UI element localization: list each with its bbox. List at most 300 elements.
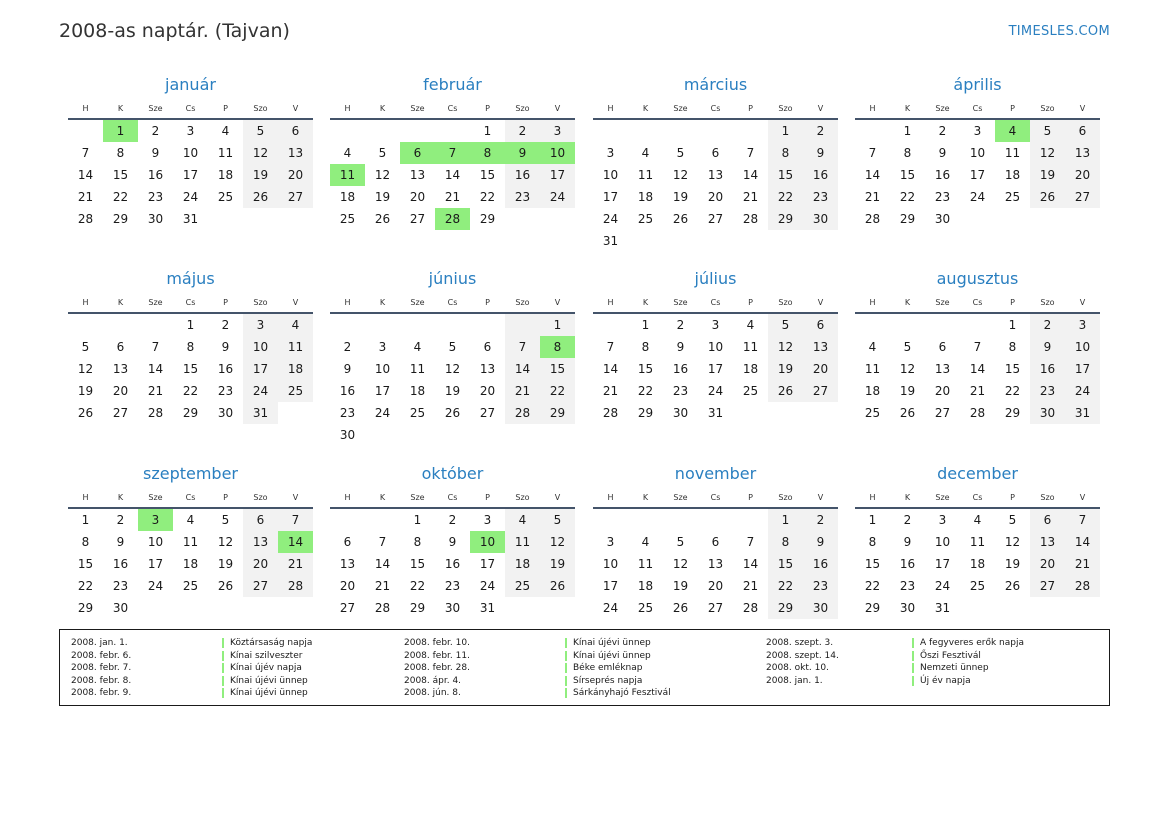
holiday-name: Őszi Fesztivál (920, 650, 981, 661)
day-cell: 9 (903, 535, 912, 549)
day-cell: 12 (672, 168, 689, 182)
weekday-label: V (292, 492, 299, 502)
month-title: április (953, 75, 1002, 94)
day-cell: 26 (1030, 186, 1065, 208)
day-cell: 24 (540, 186, 575, 208)
weekday-label: Sze (410, 297, 425, 307)
holiday-name: Új év napja (920, 675, 971, 686)
day-cell: 19 (217, 557, 234, 571)
day-cell: 20 (409, 190, 426, 204)
weekday-label: V (1079, 492, 1086, 502)
day-cell: 29 (182, 406, 199, 420)
day-cell: 29 (768, 597, 803, 619)
day-cell: 3 (938, 513, 947, 527)
weekday-label: V (1079, 103, 1086, 113)
weekday-label: K (379, 492, 386, 502)
day-cell: 24 (1065, 380, 1100, 402)
day-cell: 25 (278, 380, 313, 402)
day-cell: 30 (934, 212, 951, 226)
weekday-label: Szo (515, 103, 530, 113)
day-grid (593, 314, 838, 424)
day-cell: 24 (182, 190, 199, 204)
day-cell: 23 (803, 186, 838, 208)
day-cell: 27 (339, 601, 356, 615)
day-cell: 16 (112, 557, 129, 571)
weekday-label: Cs (185, 297, 196, 307)
day-cell: 13 (707, 168, 724, 182)
day-cell: 17 (602, 579, 619, 593)
day-cell: 5 (1030, 120, 1065, 142)
day-cell: 27 (112, 406, 129, 420)
holiday-item (60, 687, 1108, 700)
empty-cell (365, 120, 400, 142)
month-block (593, 268, 838, 424)
day-cell: 7 (278, 509, 313, 531)
weekday-label: Sze (935, 297, 950, 307)
empty-cell (505, 314, 540, 336)
holiday-item (60, 675, 1108, 688)
weekday-label: P (748, 297, 753, 307)
day-cell: 17 (1065, 358, 1100, 380)
day-cell: 19 (768, 358, 803, 380)
weekday-label: Cs (447, 492, 458, 502)
day-cell: 27 (278, 186, 313, 208)
month-title: szeptember (142, 464, 238, 483)
day-cell: 15 (1004, 362, 1021, 376)
day-cell: 28 (1065, 575, 1100, 597)
month-title: március (683, 75, 748, 94)
weekday-label: Cs (710, 492, 721, 502)
day-cell: 12 (217, 535, 234, 549)
calendar-grid (68, 74, 1102, 624)
month-title: december (937, 464, 1018, 483)
day-grid (593, 509, 838, 619)
day-cell: 30 (217, 406, 234, 420)
weekday-label: K (904, 492, 911, 502)
day-cell: 12 (1004, 535, 1021, 549)
day-cell: 1 (768, 509, 803, 531)
empty-cell (365, 509, 400, 531)
day-cell: 7 (868, 146, 877, 160)
day-cell: 26 (899, 406, 916, 420)
holiday-date: 2008. febr. 11. (404, 650, 470, 661)
day-cell: 5 (676, 146, 685, 160)
weekday-header (593, 98, 838, 120)
day-cell: 2 (803, 509, 838, 531)
day-cell: 28 (77, 212, 94, 226)
holiday-marker (912, 638, 914, 648)
day-cell: 28 (602, 406, 619, 420)
day-cell: 3 (606, 535, 615, 549)
weekday-label: V (292, 297, 299, 307)
weekday-label: Szo (253, 103, 268, 113)
empty-cell (68, 120, 103, 142)
day-cell: 8 (868, 535, 877, 549)
day-cell: 22 (540, 380, 575, 402)
day-cell: 29 (409, 601, 426, 615)
day-cell: 7 (746, 146, 755, 160)
weekday-header (855, 98, 1100, 120)
day-cell: 28 (969, 406, 986, 420)
weekday-label: Sze (673, 492, 688, 502)
day-cell: 17 (374, 384, 391, 398)
holiday-date: 2008. febr. 9. (71, 688, 132, 698)
day-cell: 17 (934, 557, 951, 571)
day-cell: 20 (934, 384, 951, 398)
day-cell: 12 (77, 362, 94, 376)
day-cell: 22 (77, 579, 94, 593)
weekday-label: K (904, 103, 911, 113)
day-cell: 20 (278, 164, 313, 186)
day-cell: 13 (934, 362, 951, 376)
day-cell: 24 (602, 212, 619, 226)
day-cell: 4 (973, 513, 982, 527)
day-cell: 12 (540, 531, 575, 553)
day-grid (855, 314, 1100, 424)
day-cell: 19 (444, 384, 461, 398)
day-cell: 27 (1065, 186, 1100, 208)
day-cell: 3 (711, 318, 720, 332)
day-cell: 15 (409, 557, 426, 571)
empty-cell (855, 314, 890, 336)
day-cell: 27 (479, 406, 496, 420)
day-cell: 5 (221, 513, 230, 527)
day-cell: 14 (505, 358, 540, 380)
holiday-day-cell: 28 (435, 208, 470, 230)
empty-cell (365, 314, 400, 336)
day-cell: 14 (864, 168, 881, 182)
day-cell: 14 (742, 557, 759, 571)
empty-cell (733, 509, 768, 531)
day-cell: 3 (483, 513, 492, 527)
weekday-label: Szo (1040, 492, 1055, 502)
day-cell: 25 (1004, 190, 1021, 204)
day-cell: 1 (903, 124, 912, 138)
day-cell: 23 (505, 186, 540, 208)
day-cell: 24 (934, 579, 951, 593)
day-cell: 14 (77, 168, 94, 182)
day-cell: 14 (742, 168, 759, 182)
empty-cell (593, 509, 628, 531)
month-block (593, 74, 838, 252)
day-cell: 22 (479, 190, 496, 204)
day-cell: 12 (768, 336, 803, 358)
weekday-header (593, 487, 838, 509)
day-cell: 30 (444, 601, 461, 615)
day-cell: 25 (339, 212, 356, 226)
day-cell: 8 (413, 535, 422, 549)
day-cell: 19 (243, 164, 278, 186)
empty-cell (890, 314, 925, 336)
day-cell: 6 (711, 535, 720, 549)
day-cell: 5 (81, 340, 90, 354)
day-cell: 29 (112, 212, 129, 226)
day-cell: 17 (969, 168, 986, 182)
day-cell: 3 (1065, 314, 1100, 336)
day-cell: 2 (116, 513, 125, 527)
holiday-day-cell: 9 (505, 142, 540, 164)
day-cell: 19 (1030, 164, 1065, 186)
day-cell: 20 (1065, 164, 1100, 186)
day-cell: 5 (540, 509, 575, 531)
day-cell: 9 (803, 142, 838, 164)
day-cell: 27 (707, 601, 724, 615)
day-cell: 3 (606, 146, 615, 160)
day-cell: 4 (505, 509, 540, 531)
day-cell: 3 (540, 120, 575, 142)
month-block (68, 74, 313, 230)
day-cell: 18 (278, 358, 313, 380)
holiday-list (59, 629, 1110, 706)
day-cell: 18 (742, 362, 759, 376)
day-cell: 22 (112, 190, 129, 204)
day-cell: 22 (768, 186, 803, 208)
weekday-label: Cs (710, 103, 721, 113)
day-cell: 12 (1030, 142, 1065, 164)
month-title: február (423, 75, 482, 94)
day-cell: 5 (676, 535, 685, 549)
day-cell: 18 (409, 384, 426, 398)
day-cell: 5 (378, 146, 387, 160)
empty-cell (330, 314, 365, 336)
month-block (855, 74, 1100, 230)
holiday-date: 2008. ápr. 4. (404, 675, 462, 686)
day-cell: 5 (243, 120, 278, 142)
day-cell: 29 (899, 212, 916, 226)
holiday-day-cell: 8 (540, 336, 575, 358)
day-cell: 13 (803, 336, 838, 358)
day-cell: 17 (707, 362, 724, 376)
day-cell: 1 (641, 318, 650, 332)
empty-cell (593, 314, 628, 336)
day-cell: 2 (676, 318, 685, 332)
weekday-header (330, 487, 575, 509)
day-cell: 18 (217, 168, 234, 182)
weekday-label: Szo (778, 492, 793, 502)
holiday-day-cell: 8 (470, 142, 505, 164)
empty-cell (470, 314, 505, 336)
day-cell: 4 (746, 318, 755, 332)
day-cell: 16 (339, 384, 356, 398)
weekday-label: V (817, 103, 824, 113)
day-cell: 29 (479, 212, 496, 226)
day-cell: 19 (1004, 557, 1021, 571)
day-cell: 15 (864, 557, 881, 571)
weekday-label: P (1010, 103, 1015, 113)
day-cell: 6 (803, 314, 838, 336)
day-cell: 5 (1008, 513, 1017, 527)
day-cell: 1 (413, 513, 422, 527)
day-cell: 15 (637, 362, 654, 376)
day-cell: 1 (186, 318, 195, 332)
day-cell: 27 (934, 406, 951, 420)
day-cell: 25 (637, 212, 654, 226)
day-cell: 31 (934, 601, 951, 615)
weekday-label: K (642, 297, 649, 307)
day-cell: 21 (742, 579, 759, 593)
day-cell: 28 (742, 601, 759, 615)
day-cell: 13 (479, 362, 496, 376)
day-cell: 9 (343, 362, 352, 376)
empty-cell (960, 314, 995, 336)
day-cell: 10 (182, 146, 199, 160)
day-cell: 12 (374, 168, 391, 182)
month-title: november (674, 464, 757, 483)
holiday-name: Sírseprés napja (573, 675, 643, 686)
empty-cell (435, 120, 470, 142)
day-grid (330, 509, 575, 619)
day-cell: 1 (81, 513, 90, 527)
empty-cell (628, 120, 663, 142)
day-cell: 25 (969, 579, 986, 593)
day-cell: 2 (1030, 314, 1065, 336)
day-cell: 22 (1004, 384, 1021, 398)
day-cell: 21 (969, 384, 986, 398)
day-cell: 12 (444, 362, 461, 376)
day-cell: 26 (77, 406, 94, 420)
day-cell: 9 (151, 146, 160, 160)
day-cell: 16 (1030, 358, 1065, 380)
day-cell: 11 (505, 531, 540, 553)
day-cell: 6 (1030, 509, 1065, 531)
day-cell: 23 (147, 190, 164, 204)
day-cell: 30 (1030, 402, 1065, 424)
day-cell: 21 (1065, 553, 1100, 575)
day-cell: 8 (1008, 340, 1017, 354)
weekday-label: Szo (253, 492, 268, 502)
weekday-label: Szo (515, 492, 530, 502)
day-cell: 30 (899, 601, 916, 615)
holiday-day-cell: 11 (330, 164, 365, 186)
day-cell: 3 (186, 124, 195, 138)
day-cell: 20 (112, 384, 129, 398)
day-cell: 4 (343, 146, 352, 160)
day-cell: 10 (707, 340, 724, 354)
month-block (330, 463, 575, 619)
day-cell: 5 (448, 340, 457, 354)
site-link[interactable]: TIMESLES.COM (1008, 24, 1110, 39)
day-cell: 13 (339, 557, 356, 571)
day-cell: 24 (374, 406, 391, 420)
day-cell: 11 (409, 362, 426, 376)
day-cell: 15 (479, 168, 496, 182)
weekday-label: H (869, 297, 876, 307)
weekday-label: Cs (972, 297, 983, 307)
day-cell: 16 (934, 168, 951, 182)
day-cell: 19 (899, 384, 916, 398)
day-cell: 23 (899, 579, 916, 593)
weekday-label: Szo (778, 103, 793, 113)
empty-cell (330, 509, 365, 531)
day-cell: 13 (112, 362, 129, 376)
day-cell: 10 (243, 336, 278, 358)
day-cell: 22 (409, 579, 426, 593)
day-cell: 17 (479, 557, 496, 571)
day-cell: 4 (413, 340, 422, 354)
weekday-label: H (607, 297, 614, 307)
day-cell: 26 (444, 406, 461, 420)
holiday-marker (912, 651, 914, 661)
day-cell: 18 (182, 557, 199, 571)
holiday-name: Köztársaság napja (230, 638, 313, 648)
day-cell: 14 (147, 362, 164, 376)
holiday-date: 2008. okt. 10. (766, 663, 829, 673)
day-cell: 16 (147, 168, 164, 182)
weekday-label: Cs (972, 103, 983, 113)
weekday-label: P (1010, 297, 1015, 307)
holiday-date: 2008. jan. 1. (71, 638, 128, 648)
day-cell: 13 (243, 531, 278, 553)
weekday-label: Sze (935, 103, 950, 113)
day-cell: 15 (77, 557, 94, 571)
weekday-label: H (869, 492, 876, 502)
day-cell: 8 (768, 531, 803, 553)
day-cell: 9 (1030, 336, 1065, 358)
day-cell: 16 (803, 164, 838, 186)
day-cell: 30 (803, 208, 838, 230)
weekday-label: P (485, 492, 490, 502)
day-cell: 31 (707, 406, 724, 420)
weekday-label: H (82, 103, 89, 113)
day-cell: 29 (864, 601, 881, 615)
day-cell: 8 (186, 340, 195, 354)
day-cell: 26 (672, 601, 689, 615)
day-cell: 21 (77, 190, 94, 204)
day-cell: 26 (217, 579, 234, 593)
weekday-label: P (748, 492, 753, 502)
weekday-label: H (607, 103, 614, 113)
day-cell: 11 (969, 535, 986, 549)
day-cell: 7 (505, 336, 540, 358)
day-cell: 20 (479, 384, 496, 398)
day-cell: 14 (444, 168, 461, 182)
day-cell: 2 (938, 124, 947, 138)
page-title: 2008-as naptár. (Tajvan) (59, 20, 290, 42)
weekday-label: K (642, 103, 649, 113)
day-grid (68, 509, 313, 619)
weekday-label: V (817, 492, 824, 502)
holiday-name: Nemzeti ünnep (920, 663, 989, 673)
empty-cell (400, 120, 435, 142)
weekday-label: P (485, 297, 490, 307)
day-cell: 1 (868, 513, 877, 527)
day-cell: 16 (672, 362, 689, 376)
day-cell: 23 (672, 384, 689, 398)
holiday-date: 2008. szept. 3. (766, 638, 834, 648)
holiday-name: Kínai újév napja (230, 663, 302, 673)
weekday-header (593, 292, 838, 314)
holiday-item (60, 650, 1108, 663)
day-cell: 21 (602, 384, 619, 398)
day-cell: 26 (1004, 579, 1021, 593)
month-title: augusztus (936, 269, 1019, 288)
day-cell: 20 (243, 553, 278, 575)
weekday-label: Szo (253, 297, 268, 307)
empty-cell (855, 120, 890, 142)
day-cell: 27 (1030, 575, 1065, 597)
weekday-label: K (904, 297, 911, 307)
weekday-label: K (379, 297, 386, 307)
weekday-label: H (82, 297, 89, 307)
holiday-marker (565, 688, 567, 698)
day-cell: 16 (217, 362, 234, 376)
empty-cell (330, 120, 365, 142)
holiday-name: Kínai újévi ünnep (573, 650, 651, 661)
day-cell: 8 (768, 142, 803, 164)
day-cell: 23 (444, 579, 461, 593)
weekday-label: Szo (1040, 297, 1055, 307)
month-title: január (165, 75, 216, 94)
